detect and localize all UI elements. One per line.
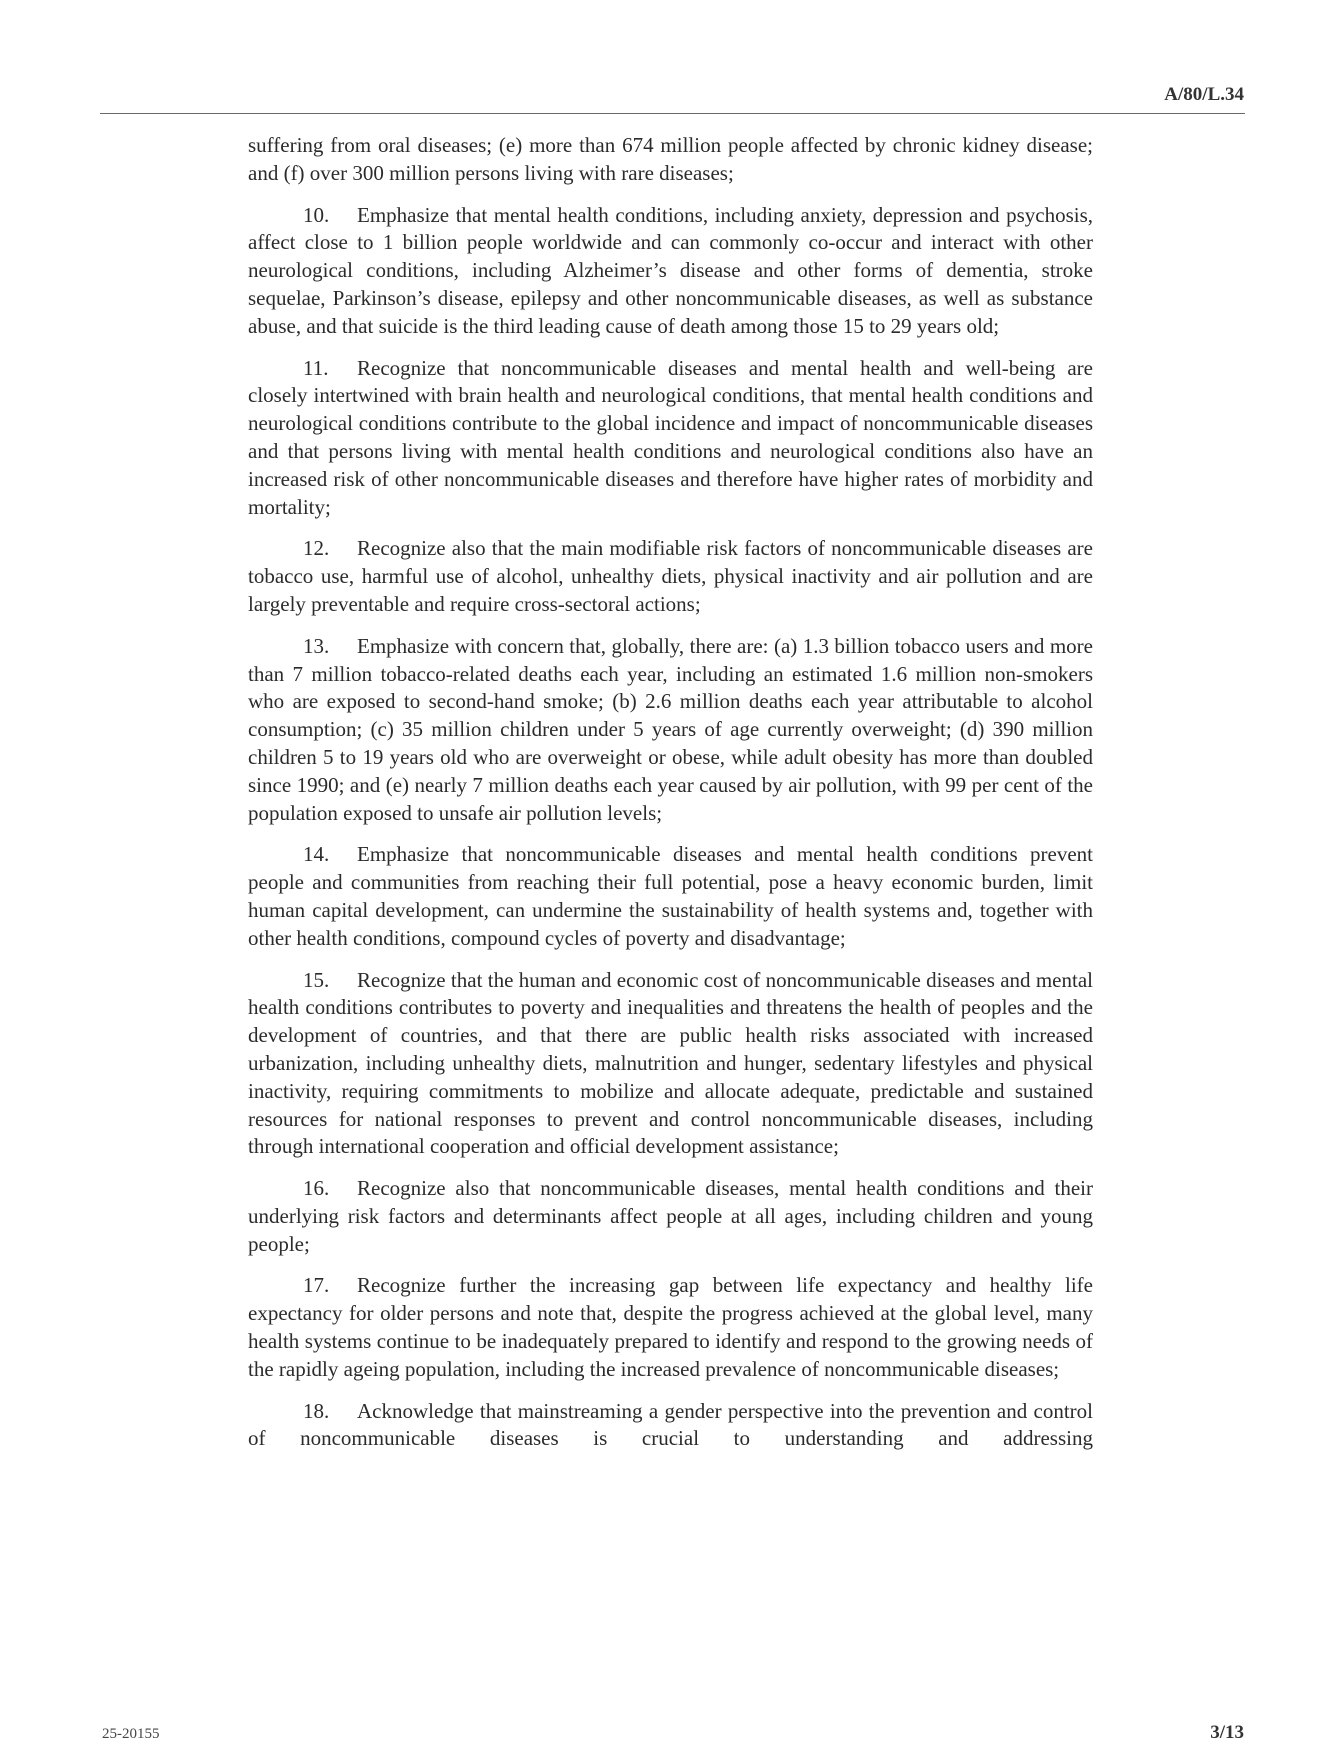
paragraph-text: Recognize further the increasing gap between life expectancy and healthy life expectancy for older persons and note that, despite the progress achieved at the global level, many health systems continue to be inadequately prepared to identify and respond to the growing needs of the rapidly ageing population, including the increased prevalence of noncommunicable diseases; (248, 1273, 1093, 1381)
paragraph-15 (248, 967, 1093, 1162)
header-rule (100, 113, 1245, 114)
paragraph-text: Emphasize with concern that, globally, there are: (a) 1.3 billion tobacco users and more than 7 million tobacco-related deaths each year, including an estimated 1.6 million non-smokers who are exposed to second-hand smoke; (b) 2.6 million deaths each year attributable to alcohol consumption; (c) 35 million children under 5 years of age currently overweight; (d) 390 million children 5 to 19 years old who are overweight or obese, while adult obesity has more than doubled since 1990; and (e) nearly 7 million deaths each year caused by air pollution, with 99 per cent of the population exposed to unsafe air pollution levels; (248, 633, 1093, 825)
paragraph-12 (248, 535, 1093, 618)
paragraph-text: Recognize that noncommunicable diseases and mental health and well-being are closely intertwined with brain health and neurological conditions, that mental health conditions and neurological conditions contribute to the global incidence and impact of noncommunicable diseases and that persons living with mental health conditions and neurological conditions also have an increased risk of other noncommunicable diseases and therefore have higher rates of morbidity and mortality; (248, 355, 1093, 519)
paragraph-text: Emphasize that noncommunicable diseases and mental health conditions prevent people and communities from reaching their full potential, pose a heavy economic burden, limit human capital development, can undermine the sustainability of health systems and, together with other health conditions, compound cycles of poverty and disadvantage; (248, 842, 1093, 950)
page-number: 3/13 (1210, 1722, 1244, 1743)
paragraph-number: 13. (303, 633, 330, 658)
paragraph-number: 17. (303, 1273, 330, 1298)
paragraph-number: 18. (303, 1398, 330, 1423)
paragraph-17 (248, 1272, 1093, 1383)
continuation-paragraph (248, 132, 1093, 188)
paragraph-text: Recognize also that the main modifiable risk factors of noncommunicable diseases are tobacco use, harmful use of alcohol, unhealthy diets, physical inactivity and air pollution and are largely preventable and require cross-sectoral actions; (248, 536, 1093, 616)
paragraph-11 (248, 355, 1093, 522)
paragraph-number: 15. (303, 967, 330, 992)
paragraph-16 (248, 1175, 1093, 1258)
paragraph-text: Acknowledge that mainstreaming a gender perspective into the prevention and control of noncommunicable diseases is crucial to understanding and addressing (248, 1398, 1093, 1451)
paragraph-number: 10. (303, 202, 330, 227)
paragraph-13 (248, 633, 1093, 828)
paragraph-number: 11. (303, 355, 329, 380)
document-body (248, 132, 1093, 1467)
paragraph-text: Emphasize that mental health conditions, including anxiety, depression and psychosis, affect close to 1 billion people worldwide and can commonly co-occur and interact with other neurological conditions, including Alzheimer’s disease and other forms of dementia, stroke sequelae, Parkinson’s disease, epilepsy and other noncommunicable diseases, as well as substance abuse, and that suicide is the third leading cause of death among those 15 to 29 years old; (248, 202, 1093, 338)
paragraph-number: 12. (303, 536, 330, 561)
paragraph-18 (248, 1398, 1093, 1454)
paragraph-number: 16. (303, 1176, 330, 1201)
document-symbol: A/80/L.34 (1164, 84, 1244, 105)
paragraph-14 (248, 841, 1093, 952)
paragraph-text: Recognize also that noncommunicable diseases, mental health conditions and their underlying risk factors and determinants affect people at all ages, including children and young people; (248, 1176, 1093, 1256)
paragraph-number: 14. (303, 842, 330, 867)
paragraph-text: suffering from oral diseases; (e) more than 674 million people affected by chronic kidney disease; and (f) over 300 million persons living with rare diseases; (248, 133, 1093, 185)
paragraph-10 (248, 202, 1093, 341)
job-number: 25-20155 (102, 1726, 160, 1742)
paragraph-text: Recognize that the human and economic cost of noncommunicable diseases and mental health conditions contributes to poverty and inequalities and threatens the health of peoples and the development of countries, and that there are public health risks associated with increased urbanization, including unhealthy diets, malnutrition and hunger, sedentary lifestyles and physical inactivity, requiring commitments to mobilize and allocate adequate, predictable and sustained resources for national responses to prevent and control noncommunicable diseases, including through international cooperation and official development assistance; (248, 967, 1093, 1159)
